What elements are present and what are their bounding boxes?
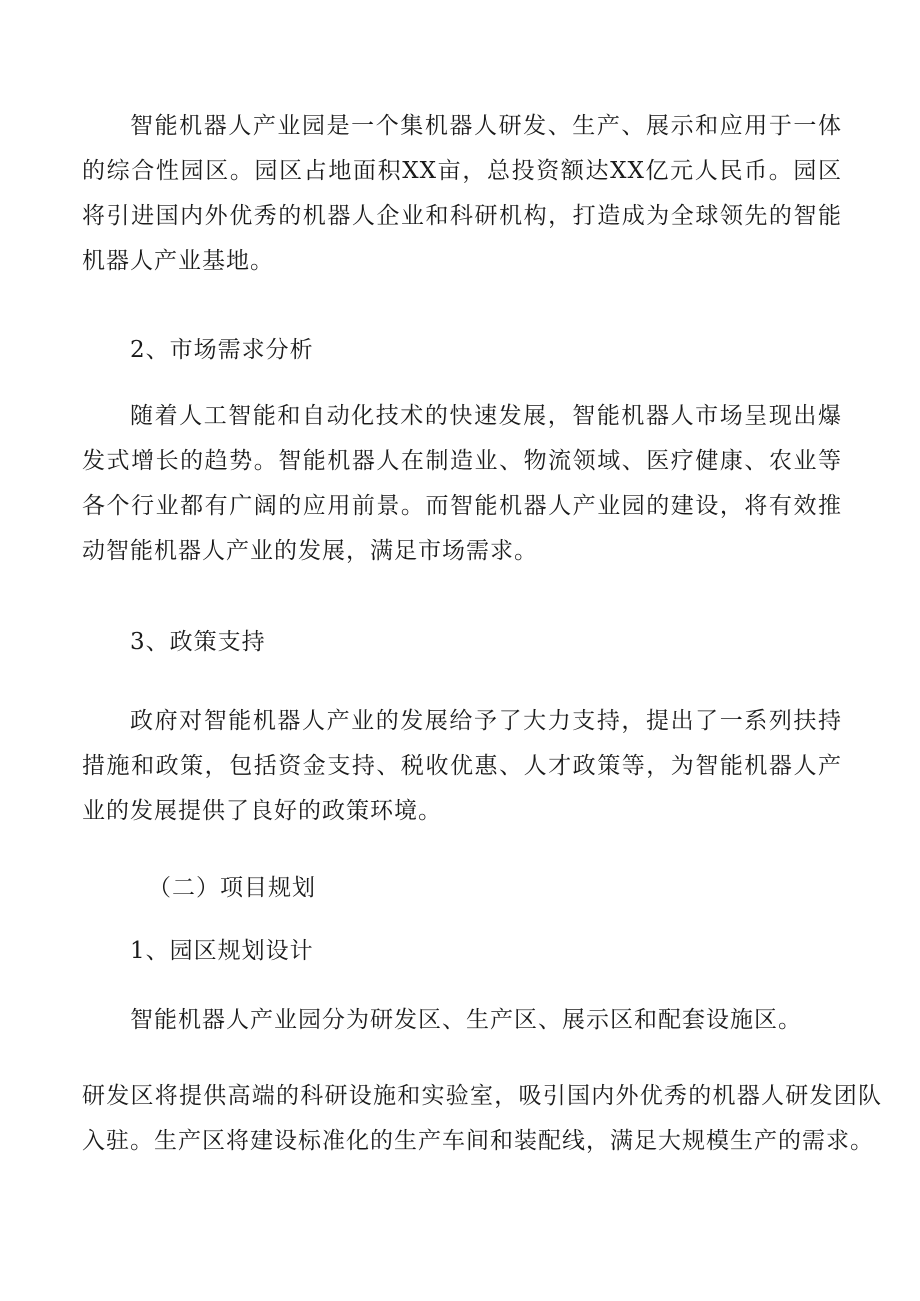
paragraph-park-overview: 智能机器人产业园是一个集机器人研发、生产、展示和应用于一体的综合性园区。园区占地面积XX亩，总投资额达XX亿元人民币。园区将引进国内外优秀的机器人企业和科研机构，打造成为全球领先的智能机器人产业基地。 bbox=[82, 113, 842, 274]
paragraph-policy-support: 政府对智能机器人产业的发展给予了大力支持，提出了一系列扶持措施和政策，包括资金支持、税收优惠、人才政策等，为智能机器人产业的发展提供了良好的政策环境。 bbox=[82, 708, 842, 824]
heading-policy-support: 3、政策支持 bbox=[130, 629, 266, 655]
paragraph-park-zones: 智能机器人产业园分为研发区、生产区、展示区和配套设施区。 bbox=[130, 1007, 802, 1033]
heading-market-demand: 2、市场需求分析 bbox=[130, 337, 314, 363]
heading-project-planning: （二）项目规划 bbox=[148, 875, 316, 901]
heading-park-design: 1、园区规划设计 bbox=[130, 938, 314, 964]
paragraph-market-demand: 随着人工智能和自动化技术的快速发展，智能机器人市场呈现出爆发式增长的趋势。智能机器人在制造业、物流领域、医疗健康、农业等各个行业都有广阔的应用前景。而智能机器人产业园的建设，将有效推动智能机器人产业的发展，满足市场需求。 bbox=[82, 403, 842, 564]
paragraph-rd-and-production: 研发区将提供高端的科研设施和实验室，吸引国内外优秀的机器人研发团队入驻。生产区将建设标准化的生产车间和装配线，满足大规模生产的需求。 bbox=[82, 1083, 882, 1154]
